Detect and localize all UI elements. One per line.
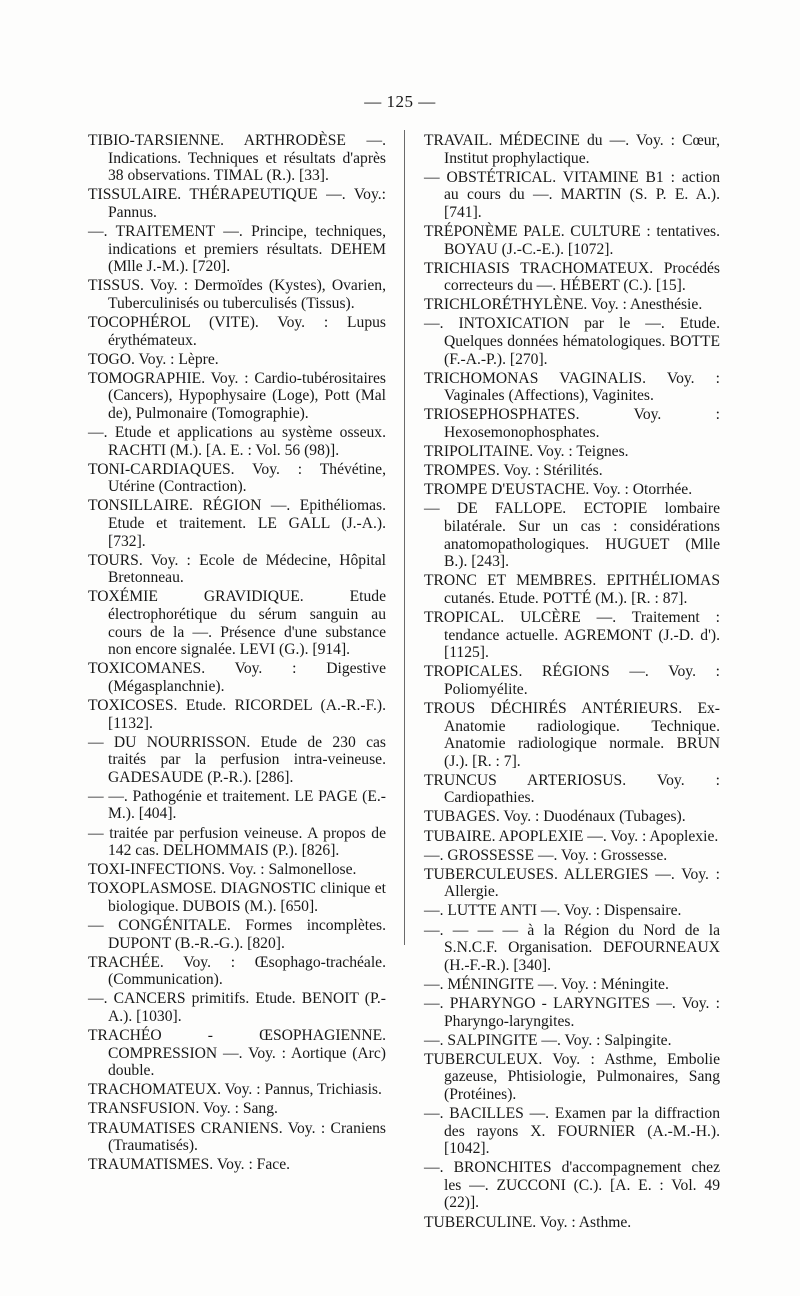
index-entry: — CONGÉNITALE. Formes incomplètes. DUPONT (B.-R.-G.). [820]. [88,917,386,952]
index-entry: TUBERCULEUX. Voy. : Asthme, Embolie gazeuse, Phtisiologie, Pulmonaires, Sang (Protéines). [424,1050,720,1103]
index-entry: —. Etude et applications au système osseux. RACHTI (M.). [A. E. : Vol. 56 (98)]. [88,424,386,459]
index-entry: —. PHARYNGO - LARYNGITES —. Voy. : Pharyngo-laryngites. [424,994,720,1030]
index-entry: TUBERCULINE. Voy. : Asthme. [424,1213,632,1231]
index-entry: TOXÉMIE GRAVIDIQUE. Etude électrophorétique du sérum sanguin au cours de la —. Présence d'une substance non encore signalée. LEVI (G.). [914]. [88,588,386,659]
index-entry: TRACHÉE. Voy. : Œsophago-trachéale. (Communication). [88,953,386,989]
index-entry: —. GROSSESSE —. Voy. : Grossesse. [424,846,668,864]
index-entry: TRANSFUSION. Voy. : Sang. [88,1100,278,1118]
index-entry: TUBAGES. Voy. : Duodénaux (Tubages). [424,808,686,826]
index-entry: TRONC ET MEMBRES. EPITHÉLIOMAS cutanés. Etude. POTTÉ (M.). [R. : 87]. [424,572,720,607]
index-entry: — —. Pathogénie et traitement. LE PAGE (E.-M.). [404]. [88,787,386,823]
index-entry: TROPICAL. ULCÈRE —. Traitement : tendance actuelle. AGREMONT (J.-D. d'). [1125]. [424,608,720,662]
index-entry: —. — — — à la Région du Nord de la S.N.C.F. Organisation. DEFOURNEAUX (H.-F.-R.). [340]. [424,921,720,974]
right-column [424,132,720,1233]
index-entry: — DE FALLOPE. ECTOPIE lombaire bilatérale. Sur un cas : considérations anatomopathologiques. HUGUET (Mlle B.). [243]. [424,500,720,571]
index-entry: TRUNCUS ARTERIOSUS. Voy. : Cardiopathies. [424,771,720,807]
index-entry: TROUS DÉCHIRÉS ANTÉRIEURS. Ex-Anatomie radiologique. Technique. Anatomie radiologique normale. BRUN (J.). [R. : 7]. [424,699,720,770]
index-entry: TRAUMATISMES. Voy. : Face. [88,1156,291,1174]
index-entry: TOMOGRAPHIE. Voy. : Cardio-tubérositaires (Cancers), Hypophysaire (Loge), Pott (Mal de), Pulmonaire (Tomographie). [88,369,386,422]
index-entry: —. TRAITEMENT —. Principe, techniques, indications et premiers résultats. DEHEM (Mlle J.-M.). [720]. [88,222,386,276]
index-entry: TRAUMATISES CRANIENS. Voy. : Craniens (Traumatisés). [88,1119,386,1155]
index-entry: TONSILLAIRE. RÉGION —. Epithéliomas. Etude et traitement. LE GALL (J.-A.). [732]. [88,497,386,550]
index-entry: TRIOSEPHOSPHATES. Voy. : Hexosemonophosphates. [424,406,720,441]
index-entry: — OBSTÉTRICAL. VITAMINE B1 : action au cours du —. MARTIN (S. P. E. A.). [741]. [424,168,720,221]
index-entry: TRICHOMONAS VAGINALIS. Voy. : Vaginales (Affections), Vaginites. [424,369,720,405]
index-entry: TRACHOMATEUX. Voy. : Pannus, Trichiasis. [88,1081,382,1099]
index-entry: TRICHLORÉTHYLÈNE. Voy. : Anesthésie. [424,296,703,314]
index-entry: TROPICALES. RÉGIONS —. Voy. : Poliomyélite. [424,663,720,698]
index-entry: TRACHÉO - ŒSOPHAGIENNE. COMPRESSION —. Voy. : Aortique (Arc) double. [88,1027,386,1080]
index-entry: TISSUS. Voy. : Dermoïdes (Kystes), Ovarien, Tuberculinisés ou tuberculisés (Tissus). [88,277,386,312]
index-entry: — DU NOURRISSON. Etude de 230 cas traités par la perfusion intra-veineuse. GADESAUDE (P.-R.). [286]. [88,733,386,786]
index-entry: TUBAIRE. APOPLEXIE —. Voy. : Apoplexie. [424,827,719,845]
index-entry: TOGO. Voy. : Lèpre. [88,350,219,368]
index-entry: TOXICOSES. Etude. RICORDEL (A.-R.-F.). [1132]. [88,696,386,732]
column-divider [404,130,405,945]
index-entry: TOCOPHÉROL (VITE). Voy. : Lupus érythémateux. [88,313,386,349]
index-entry: —. LUTTE ANTI —. Voy. : Dispensaire. [424,902,682,920]
index-entry: TOXOPLASMOSE. DIAGNOSTIC clinique et biologique. DUBOIS (M.). [650]. [88,880,386,915]
index-entry: —. CANCERS primitifs. Etude. BENOIT (P.-A.). [1030]. [88,990,386,1025]
index-entry: TRÉPONÈME PALE. CULTURE : tentatives. BOYAU (J.-C.-E.). [1072]. [424,222,720,258]
index-entry: TUBERCULEUSES. ALLERGIES —. Voy. : Allergie. [424,865,720,901]
index-entry: —. SALPINGITE —. Voy. : Salpingite. [424,1031,672,1049]
index-entry: —. BACILLES —. Examen par la diffraction des rayons X. FOURNIER (A.-M.-H.). [1042]. [424,1104,720,1158]
index-entry: TROMPE D'EUSTACHE. Voy. : Otorrhée. [424,481,693,499]
page-number: — 125 — [364,92,436,111]
index-entry: TOXICOMANES. Voy. : Digestive (Mégasplanchnie). [88,660,386,695]
index-entry: TISSULAIRE. THÉRAPEUTIQUE —. Voy.: Pannus. [88,186,386,221]
index-entry: TRIPOLITAINE. Voy. : Teignes. [424,443,629,461]
left-column [88,132,386,1175]
index-entry: —. INTOXICATION par le —. Etude. Quelques données hématologiques. BOTTE (F.-A.-P.). [270]. [424,315,720,368]
index-entry: TRAVAIL. MÉDECINE du —. Voy. : Cœur, Institut prophylactique. [424,132,720,167]
index-entry: TOXI-INFECTIONS. Voy. : Salmonellose. [88,861,357,879]
index-entry: TOURS. Voy. : Ecole de Médecine, Hôpital Bretonneau. [88,551,386,587]
index-entry: TONI-CARDIAQUES. Voy. : Thévétine, Utérine (Contraction). [88,460,386,496]
index-entry: TROMPES. Voy. : Stérilités. [424,462,603,480]
index-entry: TIBIO-TARSIENNE. ARTHRODÈSE —. Indications. Techniques et résultats d'après 38 observations. TIMAL (R.). [33]. [88,132,386,185]
index-entry: —. MÉNINGITE —. Voy. : Méningite. [424,975,669,993]
index-entry: — traitée par perfusion veineuse. A propos de 142 cas. DELHOMMAIS (P.). [826]. [88,824,386,860]
index-entry: TRICHIASIS TRACHOMATEUX. Procédés correcteurs du —. HÉBERT (C.). [15]. [424,259,720,295]
index-entry: —. BRONCHITES d'accompagnement chez les —. ZUCCONI (C.). [A. E. : Vol. 49 (22)]. [424,1159,720,1212]
